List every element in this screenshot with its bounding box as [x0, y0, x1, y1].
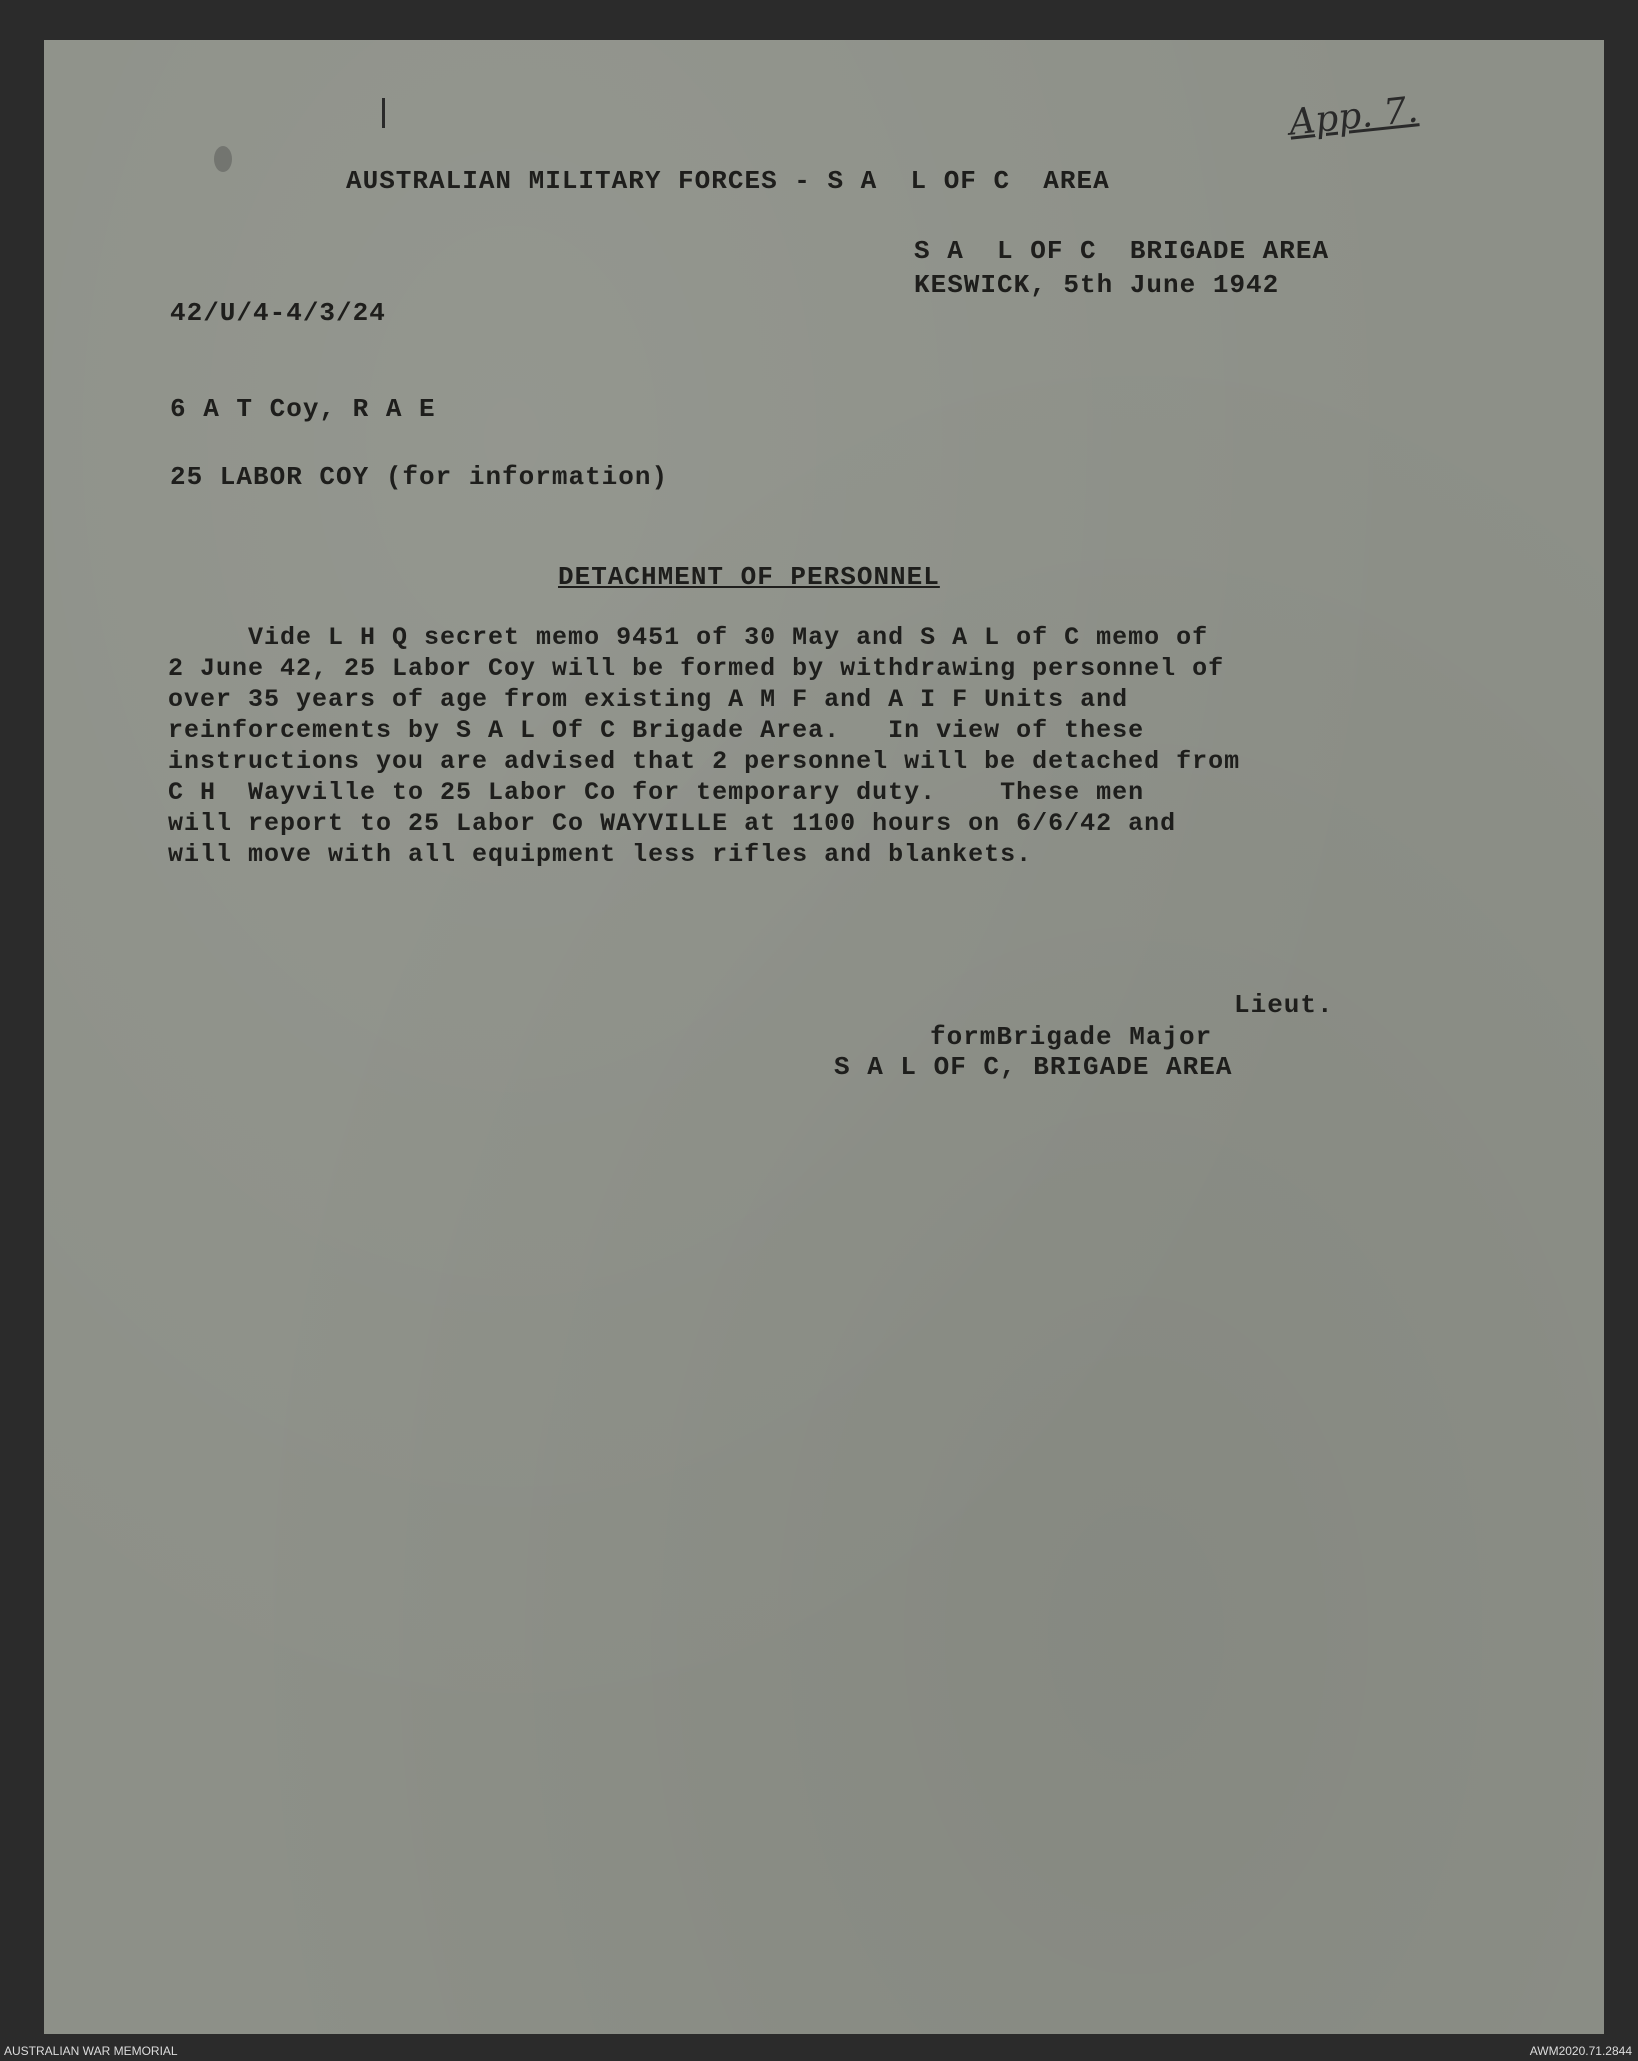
letterhead: AUSTRALIAN MILITARY FORCES - S A L OF C AREA [346, 166, 1110, 196]
copy-to: 25 LABOR COY (for information) [170, 462, 669, 492]
footer-accession-number: AWM2020.71.2844 [1529, 2044, 1632, 2058]
paper-smudge [214, 146, 232, 172]
reference-number: 42/U/4-4/3/24 [170, 298, 386, 328]
body-line: will report to 25 Labor Co WAYVILLE at 1100 hours on 6/6/42 and [168, 809, 1177, 838]
body-line: over 35 years of age from existing A M F and A I F Units and [168, 685, 1129, 714]
body-line: reinforcements by S A L Of C Brigade Area. In view of these [168, 716, 1145, 745]
body-line: C H Wayville to 25 Labor Co for temporary duty. These men [168, 778, 1145, 807]
body-line: Vide L H Q secret memo 9451 of 30 May and S A L of C memo of [168, 623, 1209, 652]
body-line: will move with all equipment less rifles and blankets. [168, 840, 1033, 869]
signature-title: formBrigade Major [930, 1022, 1213, 1052]
body-line: instructions you are advised that 2 personnel will be detached from [168, 747, 1241, 776]
subject-heading: DETACHMENT OF PERSONNEL [558, 562, 940, 592]
sender-line-2: KESWICK, 5th June 1942 [914, 270, 1280, 300]
paper-mark [382, 98, 385, 128]
document-page [44, 40, 1604, 2034]
body-line: 2 June 42, 25 Labor Coy will be formed by withdrawing personnel of [168, 654, 1225, 683]
body-paragraph [168, 622, 1478, 870]
signature-rank: Lieut. [1234, 990, 1334, 1020]
sender-line-1: S A L OF C BRIGADE AREA [914, 236, 1330, 266]
handwritten-annotation: App. 7. [1286, 89, 1420, 144]
signature-unit: S A L OF C, BRIGADE AREA [834, 1052, 1233, 1082]
footer-institution: AUSTRALIAN WAR MEMORIAL [4, 2044, 178, 2058]
addressee: 6 A T Coy, R A E [170, 394, 436, 424]
